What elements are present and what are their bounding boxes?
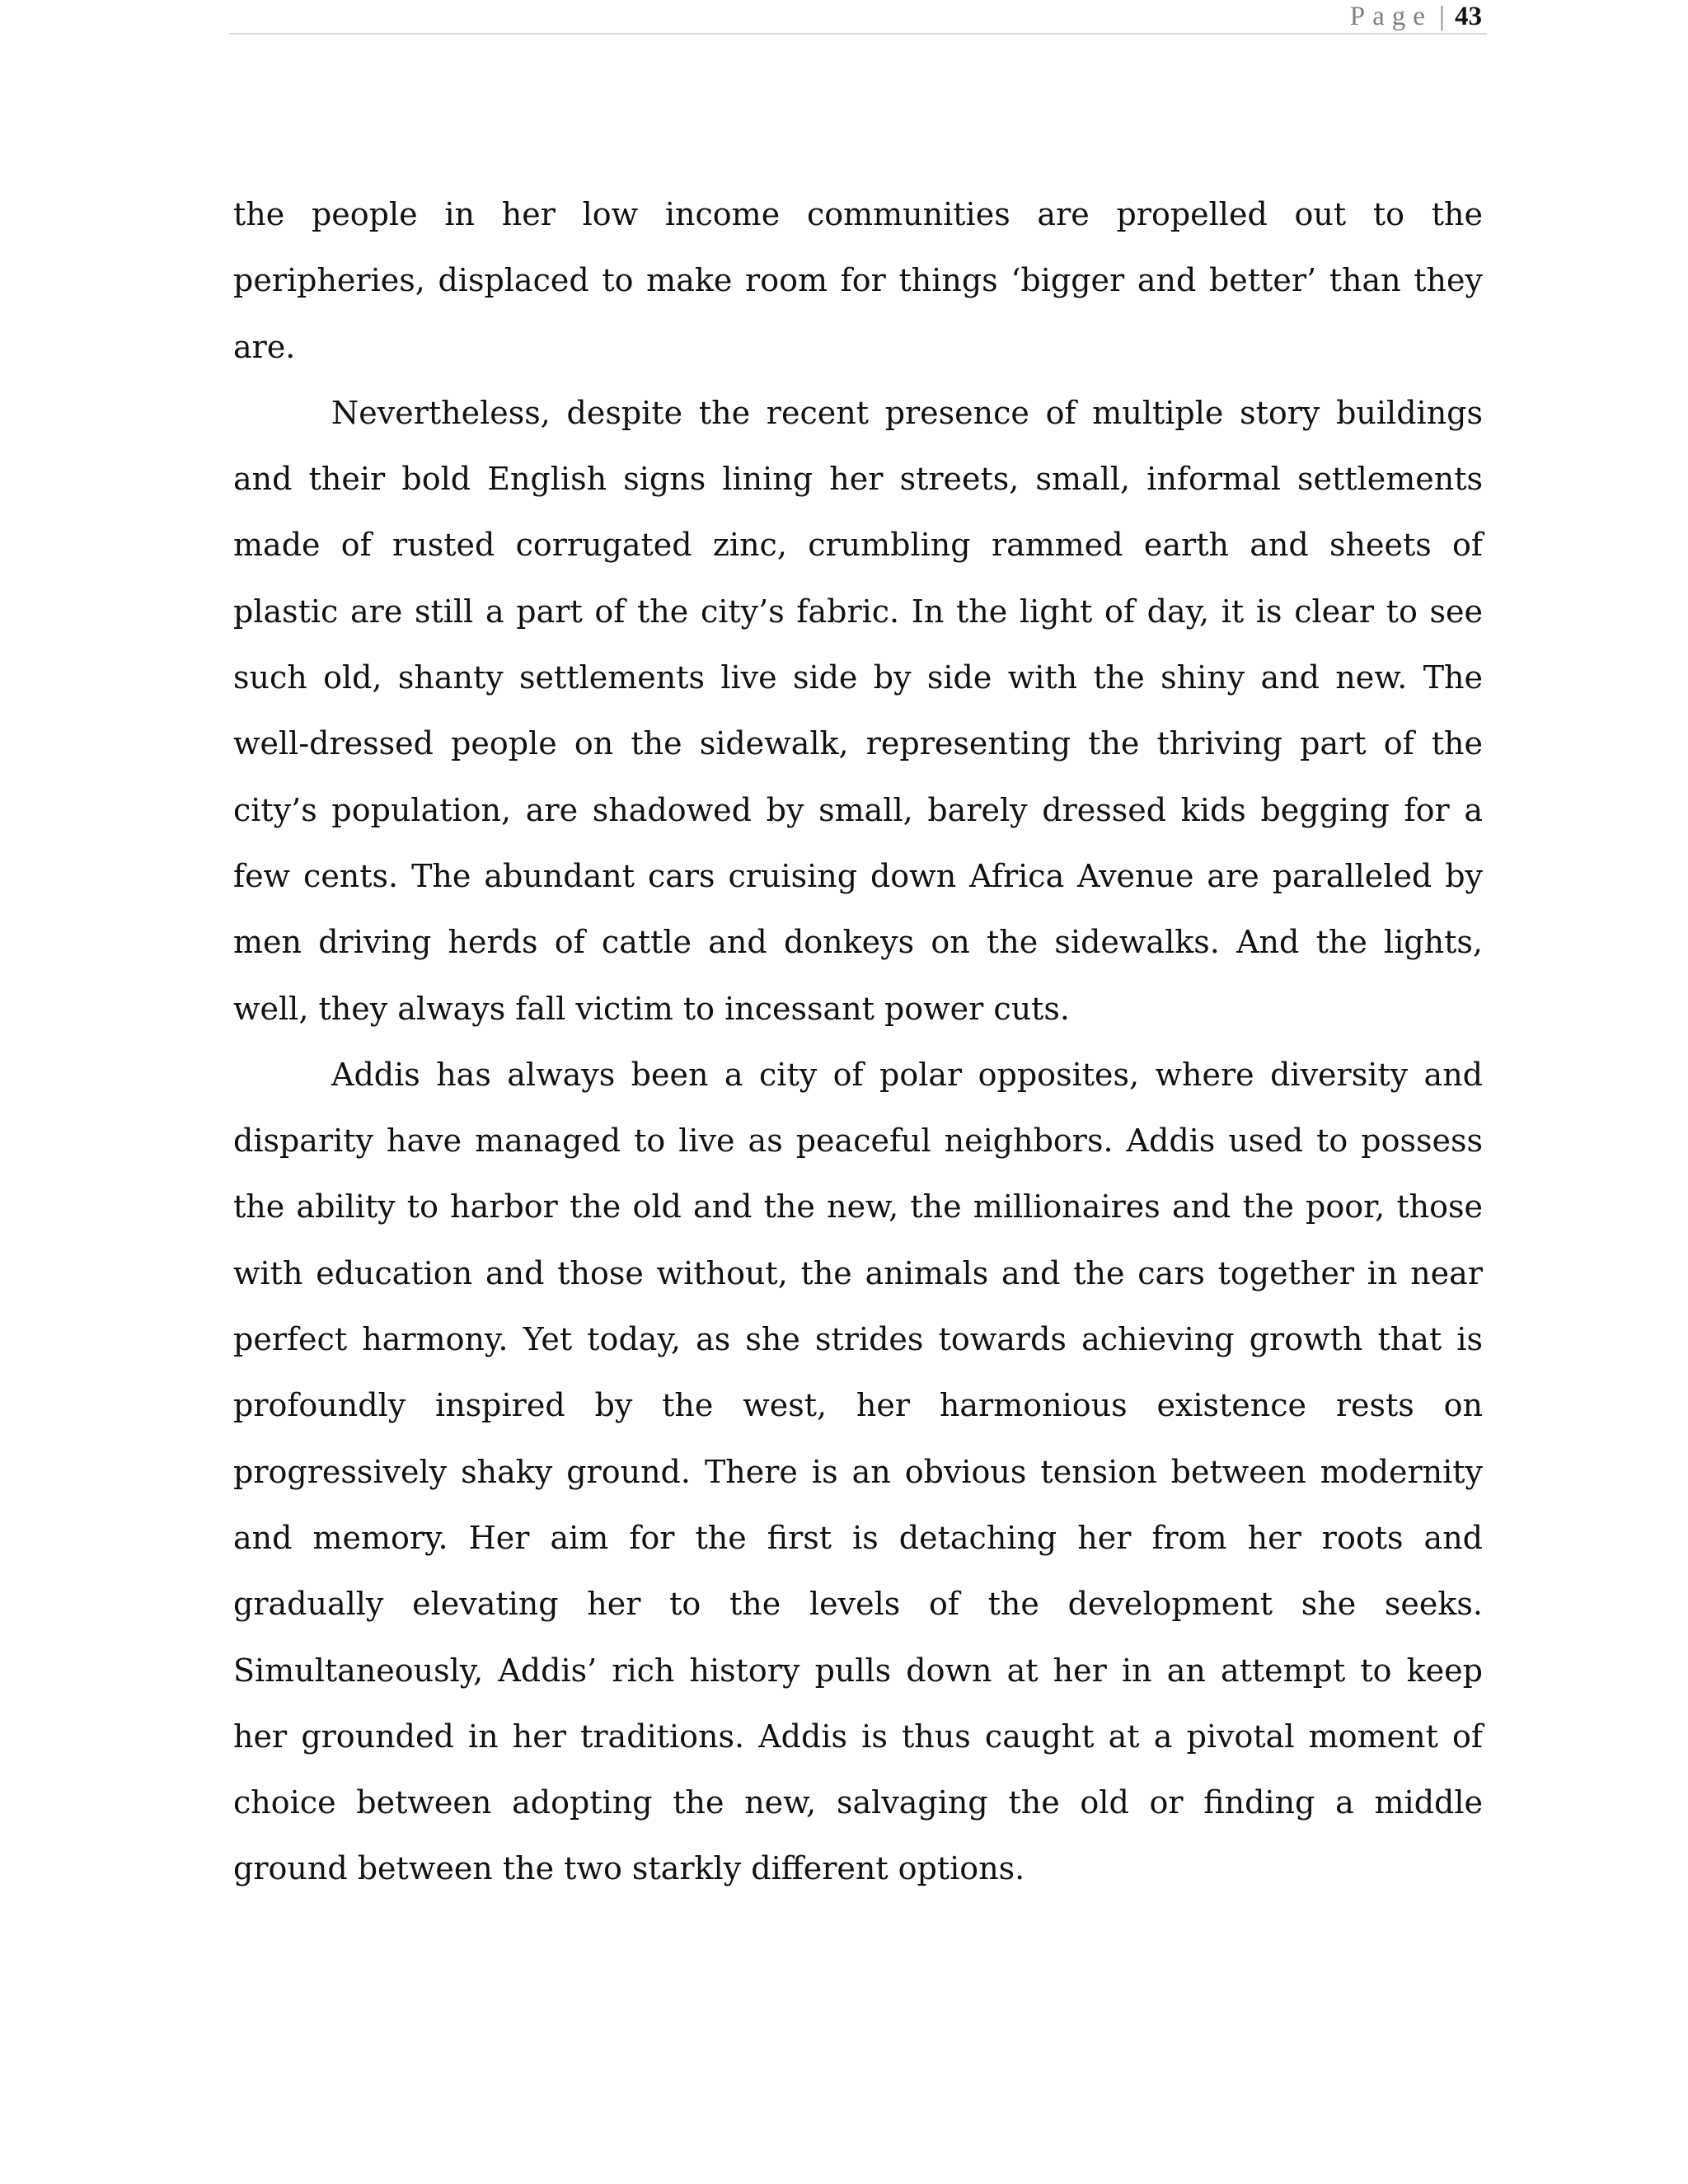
page-number: 43 — [1455, 2, 1482, 31]
page-label: Page — [1349, 2, 1432, 31]
page-header — [229, 0, 1487, 35]
page-separator: | — [1439, 2, 1445, 31]
page-number-block — [1350, 0, 1482, 33]
paragraph-continued: the people in her low income communities are propelled out to the peripheries, displaced to make room for things ‘bigger and better’ than they are. — [233, 196, 1483, 365]
paragraph: Nevertheless, despite the recent presence of multiple story buildings and their bold English signs lining her streets, small, informal settlements made of rusted corrugated zinc, crumbling rammed earth and sheets of plastic are still a part of the city’s fabric. In the light of day, it is clear to see such old, shanty settlements live side by side with the shiny and new. The well-dressed people on the sidewalk, representing the thriving part of the city’s population, are shadowed by small, barely dressed kids begging for a few cents. The abundant cars cruising down Africa Avenue are paralleled by men driving herds of cattle and donkeys on the sidewalks. And the lights, well, they always fall victim to incessant power cuts. — [233, 394, 1483, 1027]
paragraph: Addis has always been a city of polar opposites, where diversity and disparity have managed to live as peaceful neighbors. Addis used to possess the ability to harbor the old and the new, the millionaires and the poor, those with education and those without, the animals and the cars together in near perfect harmony. Yet today, as she strides towards achieving growth that is profoundly inspired by the west, her harmonious existence rests on progressively shaky ground. There is an obvious tension between modernity and memory. Her aim for the first is detaching her from her roots and gradually elevating her to the levels of the development she seeks. Simultaneously, Addis’ rich history pulls down at her in an attempt to keep her grounded in her traditions. Addis is thus caught at a pivotal moment of choice between adopting the new, salvaging the old or finding a middle ground between the two starkly different options. — [233, 1056, 1483, 1887]
document-body — [233, 181, 1483, 1902]
